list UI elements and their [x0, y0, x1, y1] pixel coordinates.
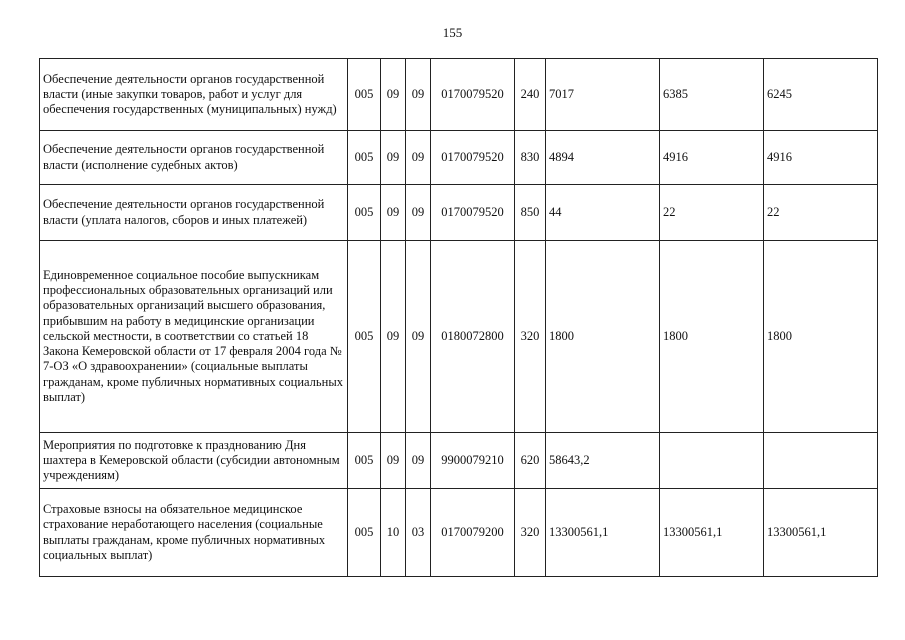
- row-description: Обеспечение деятельности органов государственной власти (иные закупки товаров, работ и услуг для обеспечения государственных (муниципальных) нужд): [40, 59, 348, 131]
- page-number: 155: [442, 25, 463, 40]
- section-code: 09: [381, 241, 406, 433]
- amount-year-3: 4916: [764, 131, 878, 185]
- expense-type-code: 830: [515, 131, 546, 185]
- amount-year-3: 13300561,1: [764, 489, 878, 577]
- target-article-code: 0170079200: [431, 489, 515, 577]
- section-code: 09: [381, 433, 406, 489]
- amount-year-2: 4916: [660, 131, 764, 185]
- target-article-code: 0170079520: [431, 131, 515, 185]
- budget-table: [39, 58, 878, 577]
- expense-type-code: 320: [515, 241, 546, 433]
- amount-year-2: 1800: [660, 241, 764, 433]
- table-row: [40, 185, 878, 241]
- amount-year-1: 58643,2: [546, 433, 660, 489]
- amount-year-1: 4894: [546, 131, 660, 185]
- amount-year-2: 13300561,1: [660, 489, 764, 577]
- ministry-code: 005: [348, 131, 381, 185]
- section-code: 09: [381, 59, 406, 131]
- section-code: 10: [381, 489, 406, 577]
- subsection-code: 09: [406, 59, 431, 131]
- subsection-code: 09: [406, 241, 431, 433]
- subsection-code: 09: [406, 185, 431, 241]
- target-article-code: 0180072800: [431, 241, 515, 433]
- target-article-code: 0170079520: [431, 59, 515, 131]
- table-row: [40, 433, 878, 489]
- subsection-code: 03: [406, 489, 431, 577]
- row-description: Единовременное социальное пособие выпускникам профессиональных образовательных организаций или образовательных организаций высшего образования, прибывшим на работу в медицинские организации сельской местности, в соответствии со статьей 18 Закона Кемеровской области от 17 февраля 2004 года № 7-ОЗ «О здравоохранении» (социальные выплаты гражданам, кроме публичных нормативных социальных выплат): [40, 241, 348, 433]
- row-description: Обеспечение деятельности органов государственной власти (исполнение судебных актов): [40, 131, 348, 185]
- amount-year-3: [764, 433, 878, 489]
- row-description: Страховые взносы на обязательное медицинское страхование неработающего населения (социальные выплаты гражданам, кроме публичных нормативных социальных выплат): [40, 489, 348, 577]
- row-description: Мероприятия по подготовке к празднованию Дня шахтера в Кемеровской области (субсидии автономным учреждениям): [40, 433, 348, 489]
- table-row: [40, 59, 878, 131]
- amount-year-1: 13300561,1: [546, 489, 660, 577]
- amount-year-2: 22: [660, 185, 764, 241]
- expense-type-code: 850: [515, 185, 546, 241]
- subsection-code: 09: [406, 433, 431, 489]
- section-code: 09: [381, 185, 406, 241]
- row-description: Обеспечение деятельности органов государственной власти (уплата налогов, сборов и иных платежей): [40, 185, 348, 241]
- ministry-code: 005: [348, 241, 381, 433]
- section-code: 09: [381, 131, 406, 185]
- amount-year-3: 22: [764, 185, 878, 241]
- expense-type-code: 240: [515, 59, 546, 131]
- subsection-code: 09: [406, 131, 431, 185]
- ministry-code: 005: [348, 489, 381, 577]
- target-article-code: 0170079520: [431, 185, 515, 241]
- expense-type-code: 620: [515, 433, 546, 489]
- ministry-code: 005: [348, 59, 381, 131]
- table-row: [40, 131, 878, 185]
- amount-year-2: [660, 433, 764, 489]
- expense-type-code: 320: [515, 489, 546, 577]
- table-row: [40, 489, 878, 577]
- amount-year-3: 1800: [764, 241, 878, 433]
- amount-year-2: 6385: [660, 59, 764, 131]
- amount-year-1: 1800: [546, 241, 660, 433]
- table-row: [40, 241, 878, 433]
- ministry-code: 005: [348, 433, 381, 489]
- amount-year-1: 44: [546, 185, 660, 241]
- target-article-code: 9900079210: [431, 433, 515, 489]
- amount-year-3: 6245: [764, 59, 878, 131]
- amount-year-1: 7017: [546, 59, 660, 131]
- ministry-code: 005: [348, 185, 381, 241]
